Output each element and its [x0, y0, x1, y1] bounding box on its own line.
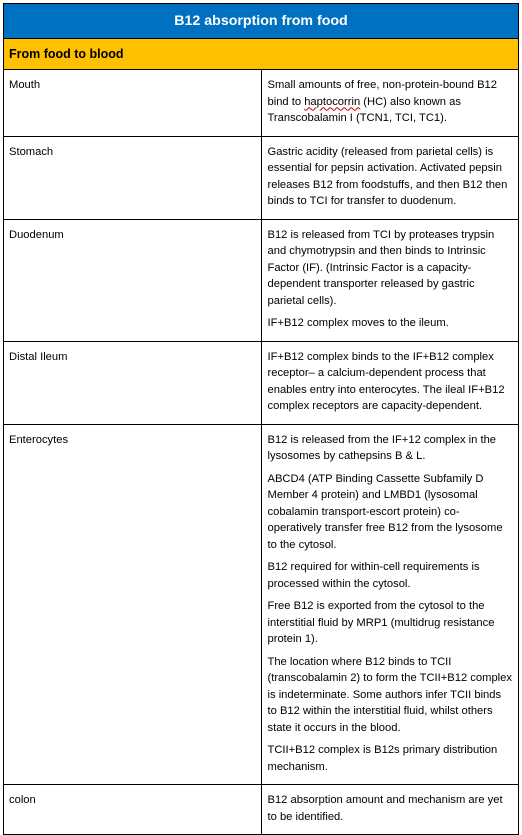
row-paragraph: IF+B12 complex binds to the IF+B12 complex receptor– a calcium-dependent process that enables entry into enterocytes. The ileal IF+B12 complex receptors are capacity-dependent.: [267, 350, 505, 412]
spellcheck-underlined-word: haptocorrin: [304, 95, 361, 108]
row-content: [261, 785, 519, 835]
row-content: [261, 424, 519, 785]
row-label: Enterocytes: [4, 424, 262, 785]
row-paragraph: B12 is released from TCI by proteases trypsin and chymotrypsin and then binds to Intrinsic Factor (IF). (Intrinsic Factor is a capacity-dependent transporter released by gastric parietal cells).: [267, 228, 495, 307]
table-title: B12 absorption from food: [4, 4, 519, 39]
row-label: Distal Ileum: [4, 341, 262, 424]
row-content: [261, 341, 519, 424]
row-paragraph: B12 is released from the IF+12 complex in the lysosomes by cathepsins B & L.: [267, 433, 497, 462]
row-paragraph: Free B12 is exported from the cytosol to the interstitial fluid by MRP1 (multidrug resistance protein 1).: [267, 600, 495, 645]
row-content: [261, 219, 519, 341]
title-row: [4, 4, 519, 39]
row-paragraph: [268, 77, 513, 127]
row-paragraph: B12 absorption amount and mechanism are yet to be identified.: [267, 794, 503, 823]
table-row-distal-ileum: [4, 341, 519, 424]
text-segment: Small amounts of free, non-protein-bound B12 bind to: [267, 79, 497, 108]
b12-absorption-table: [3, 3, 519, 835]
row-label: Duodenum: [4, 219, 262, 341]
row-content: [261, 70, 519, 137]
table-row-stomach: [4, 136, 519, 219]
row-paragraph: B12 required for within-cell requirements is processed within the cytosol.: [267, 561, 480, 590]
table-row-duodenum: [4, 219, 519, 341]
row-label: Mouth: [4, 70, 262, 137]
row-paragraph: TCII+B12 complex is B12s primary distribution mechanism.: [267, 744, 498, 773]
row-paragraph: ABCD4 (ATP Binding Cassette Subfamily D Member 4 protein) and LMBD1 (lysosomal cobalamin transport-escort protein) co-operatively transfer free B12 from the lysosome to the cytosol.: [267, 472, 503, 551]
row-label: colon: [4, 785, 262, 835]
row-label: Stomach: [4, 136, 262, 219]
table-row-mouth: [4, 70, 519, 137]
table-row-enterocytes: [4, 424, 519, 785]
text-segment: (HC) also known as Transcobalamin I (TCN1, TCI, TC1).: [267, 95, 461, 124]
row-content: [261, 136, 519, 219]
section-header: From food to blood: [4, 39, 519, 70]
row-paragraph: Gastric acidity (released from parietal cells) is essential for pepsin activation. Activated pepsin releases B12 from foodstuffs, and then B12 then binds to TCI for transfer to duodenum.: [267, 145, 508, 207]
row-paragraph: IF+B12 complex moves to the ileum.: [267, 317, 449, 329]
section-header-row: [4, 39, 519, 70]
row-paragraph: The location where B12 binds to TCII (transcobalamin 2) to form the TCII+B12 complex is indeterminate. Some authors infer TCII binds to B12 within the interstitial fluid, whilst others state it occurs in the blood.: [267, 655, 512, 734]
table-row-colon: [4, 785, 519, 835]
